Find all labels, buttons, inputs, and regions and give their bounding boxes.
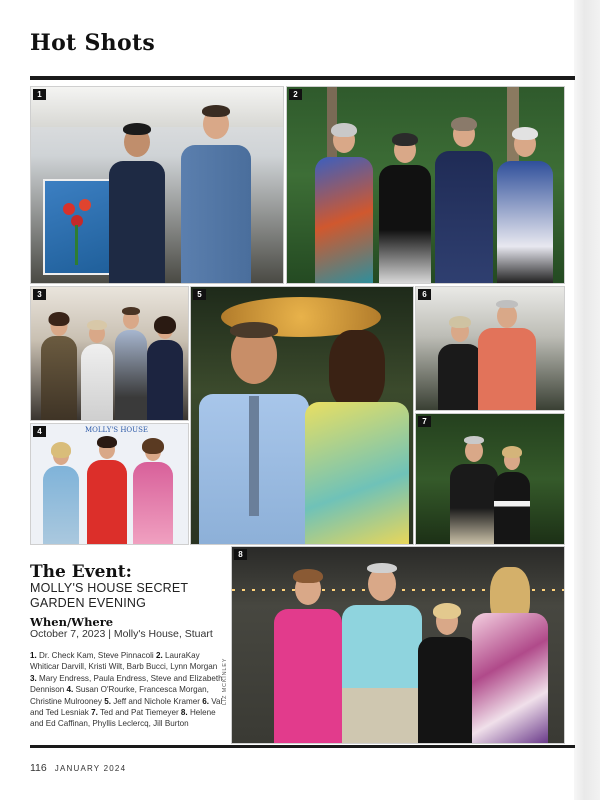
person xyxy=(87,434,127,544)
person xyxy=(379,125,431,283)
photo-3 xyxy=(30,286,189,421)
photo-5 xyxy=(190,286,414,545)
photo-number: 6 xyxy=(418,289,431,300)
event-banner-text: MOLLY'S HOUSE xyxy=(85,426,148,434)
person xyxy=(81,316,113,420)
person xyxy=(342,559,422,743)
person xyxy=(199,308,309,544)
page-number: 116 xyxy=(30,762,47,774)
photo-4 xyxy=(30,423,189,545)
photo-6 xyxy=(415,286,565,411)
person xyxy=(418,597,476,743)
photo-captions xyxy=(30,650,225,730)
caption-number: 8. xyxy=(180,708,188,718)
page-footer xyxy=(30,762,126,774)
caption-text: Susan O'Rourke, Francesca Morgan, Christine Mulrooney xyxy=(30,685,209,706)
caption-number: 5. xyxy=(104,696,111,706)
when-where-text: October 7, 2023 | Molly's House, Stuart xyxy=(30,628,213,640)
caption-text: Dr. Check Kam, Steve Pinnacoli xyxy=(39,651,154,660)
page-title: Hot Shots xyxy=(30,30,156,56)
event-name: MOLLY'S HOUSE SECRET GARDEN EVENING xyxy=(30,581,189,610)
caption-text: Jeff and Nichole Kramer xyxy=(113,696,200,706)
person xyxy=(497,121,553,283)
person xyxy=(315,117,373,283)
caption-number: 1. xyxy=(30,651,37,660)
photo-7 xyxy=(415,413,565,545)
person xyxy=(181,97,251,283)
person xyxy=(435,113,493,283)
person xyxy=(147,312,183,420)
person xyxy=(43,438,79,544)
person xyxy=(438,312,482,410)
caption-number: 3. xyxy=(30,673,37,683)
caption-text: Ted and Pat Tiemeyer xyxy=(99,708,179,718)
person xyxy=(41,308,77,420)
caption-number: 6. xyxy=(202,696,209,706)
photo-credit: LIZ MCKINLEY xyxy=(222,657,228,705)
person xyxy=(274,563,342,743)
top-rule xyxy=(30,76,575,80)
person xyxy=(478,298,536,410)
person xyxy=(133,436,173,544)
caption-number: 7. xyxy=(91,708,98,718)
bottom-rule xyxy=(30,745,575,748)
photo-number: 5 xyxy=(193,289,206,300)
person xyxy=(115,304,147,420)
caption-text: Helene and Ed Caffinan, Phyllis Leclercq, Jill Burton xyxy=(30,708,216,729)
when-where-heading: When/Where xyxy=(30,615,114,629)
photo-number: 2 xyxy=(289,89,302,100)
caption-number: 2. xyxy=(155,651,163,660)
page-edge xyxy=(574,0,600,800)
caption-number: 4. xyxy=(66,685,74,695)
photo-number: 4 xyxy=(33,426,46,437)
person xyxy=(450,432,498,544)
photo-8 xyxy=(231,546,565,744)
photo-number: 7 xyxy=(418,416,431,427)
person xyxy=(494,440,530,544)
photo-number: 3 xyxy=(33,289,46,300)
event-heading: The Event: xyxy=(30,562,132,582)
photo-number: 1 xyxy=(33,89,46,100)
caption-text: Mary Endress, Paula Endress, Steve and Elizabeth Dennison xyxy=(30,673,223,695)
issue-month: JANUARY 2024 xyxy=(54,764,127,773)
caption-text: LauraKay Whiticar Darvill, Kristi Wilt, Barb Bucci, Lynn Morgan xyxy=(30,651,218,672)
person xyxy=(472,559,548,743)
person xyxy=(305,318,409,544)
caption-text: Val and Ted Lesniak xyxy=(30,696,223,718)
painting xyxy=(43,179,117,275)
person xyxy=(109,109,165,283)
photo-2 xyxy=(286,86,565,284)
photo-1 xyxy=(30,86,284,284)
photo-number: 8 xyxy=(234,549,247,560)
